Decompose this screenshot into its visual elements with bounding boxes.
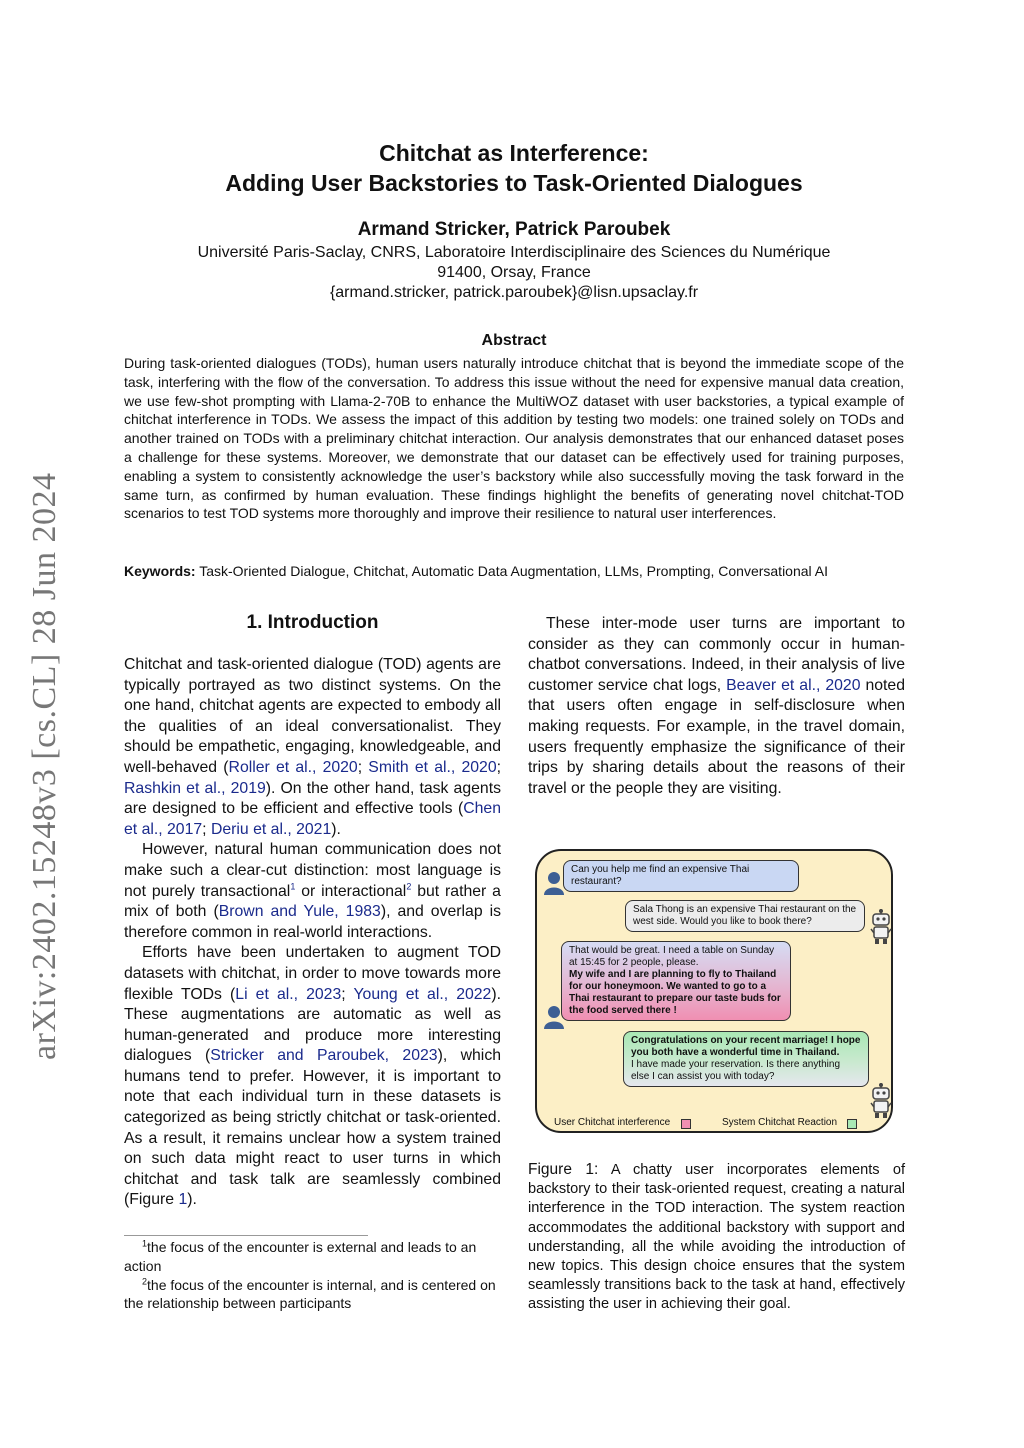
citation-link[interactable]: Chen et al., 2017 — [124, 800, 501, 838]
user-turn-2-chitchat: My wife and I are planning to fly to Thailand for our honeymoon. We wanted to go to a Thai restaurant to prepare our taste buds for the food served there ! — [569, 969, 781, 1016]
affiliation-line-2: 91400, Orsay, France — [437, 264, 591, 281]
left-column — [124, 655, 501, 1211]
user-turn-1: Can you help me find an expensive Thai restaurant? — [563, 860, 799, 892]
footnotes — [124, 1238, 501, 1313]
footnote-2: $^2$the focus of the encounter is internal, and is centered on the relationship between participants — [124, 1275, 496, 1312]
footnote-ref-1[interactable]: 1 — [290, 881, 296, 892]
footnote-divider — [124, 1235, 368, 1236]
system-turn-2-chitchat: Congratulations on your recent marriage! I hope you both have a wonderful time in Thailand. — [631, 1035, 861, 1058]
caption-label: Figure 1: — [528, 1161, 599, 1178]
paper-title — [120, 138, 908, 198]
title-line-2: Adding User Backstories to Task-Oriented Dialogues — [225, 170, 803, 196]
user-turn-2-task: That would be great. I need a table on Sunday at 15:45 for 2 people, please. — [569, 945, 775, 968]
citation-link[interactable]: Smith et al., 2020 — [368, 758, 497, 776]
robot-icon — [870, 909, 892, 945]
intro-paragraph-4: These inter-mode user turns are important to consider as they can commonly occur in human-chatbot conversations. Indeed, in their analysis of live customer service chat logs, Beaver et al., 2020 noted that users often engage in self-disclosure when making requests. For example, in the travel domain, users frequently emphasize the significance of their trips by sharing details about the reasons of their travel or the people they are visiting. — [528, 615, 906, 797]
citation-link[interactable]: Rashkin et al., 2019 — [124, 779, 266, 797]
affiliation-line-1: Université Paris-Saclay, CNRS, Laboratoire Interdisciplinaire des Sciences du Numérique — [197, 244, 831, 261]
affiliation — [120, 243, 908, 303]
title-line-1: Chitchat as Interference: — [379, 140, 649, 166]
citation-link[interactable]: Beaver et al., 2020 — [726, 676, 861, 694]
citation-link[interactable]: Brown and Yule, 1983 — [218, 903, 381, 921]
abstract-heading: Abstract — [481, 332, 547, 349]
keywords-text: Task-Oriented Dialogue, Chitchat, Automatic Data Augmentation, LLMs, Prompting, Conversational AI — [199, 563, 828, 579]
system-turn-2-task: I have made your reservation. Is there anything else I can assist you with today? — [631, 1059, 841, 1082]
footnote-1: $^1$the focus of the encounter is external and leads to an action — [124, 1238, 477, 1274]
user-icon — [544, 871, 564, 895]
right-column — [528, 614, 905, 799]
citation-link[interactable]: Roller et al., 2020 — [228, 758, 358, 776]
arxiv-identifier: arXiv:2402.15248v3 [cs.CL] 28 Jun 2024 — [26, 472, 63, 1060]
affiliation-emails: {armand.stricker, patrick.paroubek}@lisn.upsaclay.fr — [329, 284, 699, 301]
legend-system-label: System Chitchat Reaction — [722, 1117, 838, 1128]
keywords-label: Keywords: — [124, 563, 196, 579]
system-turn-1: Sala Thong is an expensive Thai restaurant on the west side. Would you like to book there? — [625, 900, 865, 932]
system-turn-2 — [623, 1031, 869, 1087]
keywords — [124, 562, 904, 581]
section-heading-introduction: 1. Introduction — [246, 612, 379, 633]
user-icon — [544, 1005, 564, 1029]
legend-user-label: User Chitchat interference — [554, 1117, 671, 1128]
citation-link[interactable]: Deriu et al., 2021 — [210, 820, 332, 838]
abstract-text: During task-oriented dialogues (TODs), human users naturally introduce chitchat that is beyond the immediate scope of the task, interfering with the flow of the conversation. To address this issue without the need for expensive manual data creation, we use few-shot prompting with Llama-2-70B to enhance the MultiWOZ dataset with user backstories, a typical example of chitchat interference in TODs. We assess the impact of this addition by testing two models: one trained solely on TODs and another trained on TODs with a preliminary chitchat interaction. Our analysis demonstrates that our enhanced dataset poses a challenge for these systems. Moreover, we demonstrate that our dataset can be effectively used for training purposes, enabling a system to consistently acknowledge the user’s backstory while also successfully moving the task forward in the same turn, as confirmed by human evaluation. These findings highlight the benefits of generating novel chitchat-TOD scenarios to test TOD systems more thoroughly and improve their resilience to natural user interferences. — [124, 355, 904, 522]
citation-link[interactable]: Stricker and Paroubek, 2023 — [210, 1047, 438, 1065]
footnote-ref-2[interactable]: 2 — [406, 881, 412, 892]
legend-system-swatch — [847, 1119, 857, 1129]
author-list: Armand Stricker, Patrick Paroubek — [357, 219, 671, 240]
figure-ref-link[interactable]: 1 — [178, 1191, 188, 1209]
figure-1-caption — [528, 1160, 905, 1315]
figure-1-dialogue — [535, 849, 893, 1133]
citation-link[interactable]: Li et al., 2023 — [235, 985, 342, 1003]
intro-paragraph-1: Chitchat and task-oriented dialogue (TOD) agents are typically portrayed as two distinct systems. On the one hand, chitchat agents are expected to embody all the qualities of an ideal conversationalist. They should be empathetic, engaging, knowledgeable, and well-behaved (Roller et al., 2020; Smith et al., 2020; Rashkin et al., 2019). On the other hand, task agents are designed to be efficient and effective tools (Chen et al., 2017; Deriu et al., 2021). — [124, 656, 501, 838]
user-turn-2 — [561, 941, 791, 1021]
intro-paragraph-2: However, natural human communication does not make such a clear-cut distinction: most language is not purely transactional$^1$ or interactional$^2$ but rather a mix of both (Brown and Yule, 1983), and overlap is therefore common in real-world interactions. — [124, 841, 501, 941]
intro-paragraph-3: Efforts have been undertaken to augment TOD datasets with chitchat, in order to move towards more flexible TODs (Li et al., 2023; Young et al., 2022). These augmentations are automatic as well as human-generated and produce more interesting dialogues (Stricker and Paroubek, 2023), which humans tend to prefer. However, it is important to note that each individual turn in these datasets is categorized as being strictly chitchat or task-oriented. As a result, it remains unclear how a system trained on such data might react to user turns in which chitchat and task talk are seamlessly combined (Figure 1). — [124, 944, 502, 1209]
caption-text: A chatty user incorporates elements of backstory to their task-oriented request, creating a natural interference in the TOD interaction. The system reaction accommodates the additional backstory with support and understanding, all the while avoiding the introduction of new topics. This design choice ensures that the system seamlessly transitions back to the task at hand, effectively assisting the user in achieving their goal. — [528, 1162, 906, 1313]
legend-user-swatch — [681, 1119, 691, 1129]
robot-icon — [870, 1083, 892, 1119]
citation-link[interactable]: Young et al., 2022 — [353, 985, 492, 1003]
